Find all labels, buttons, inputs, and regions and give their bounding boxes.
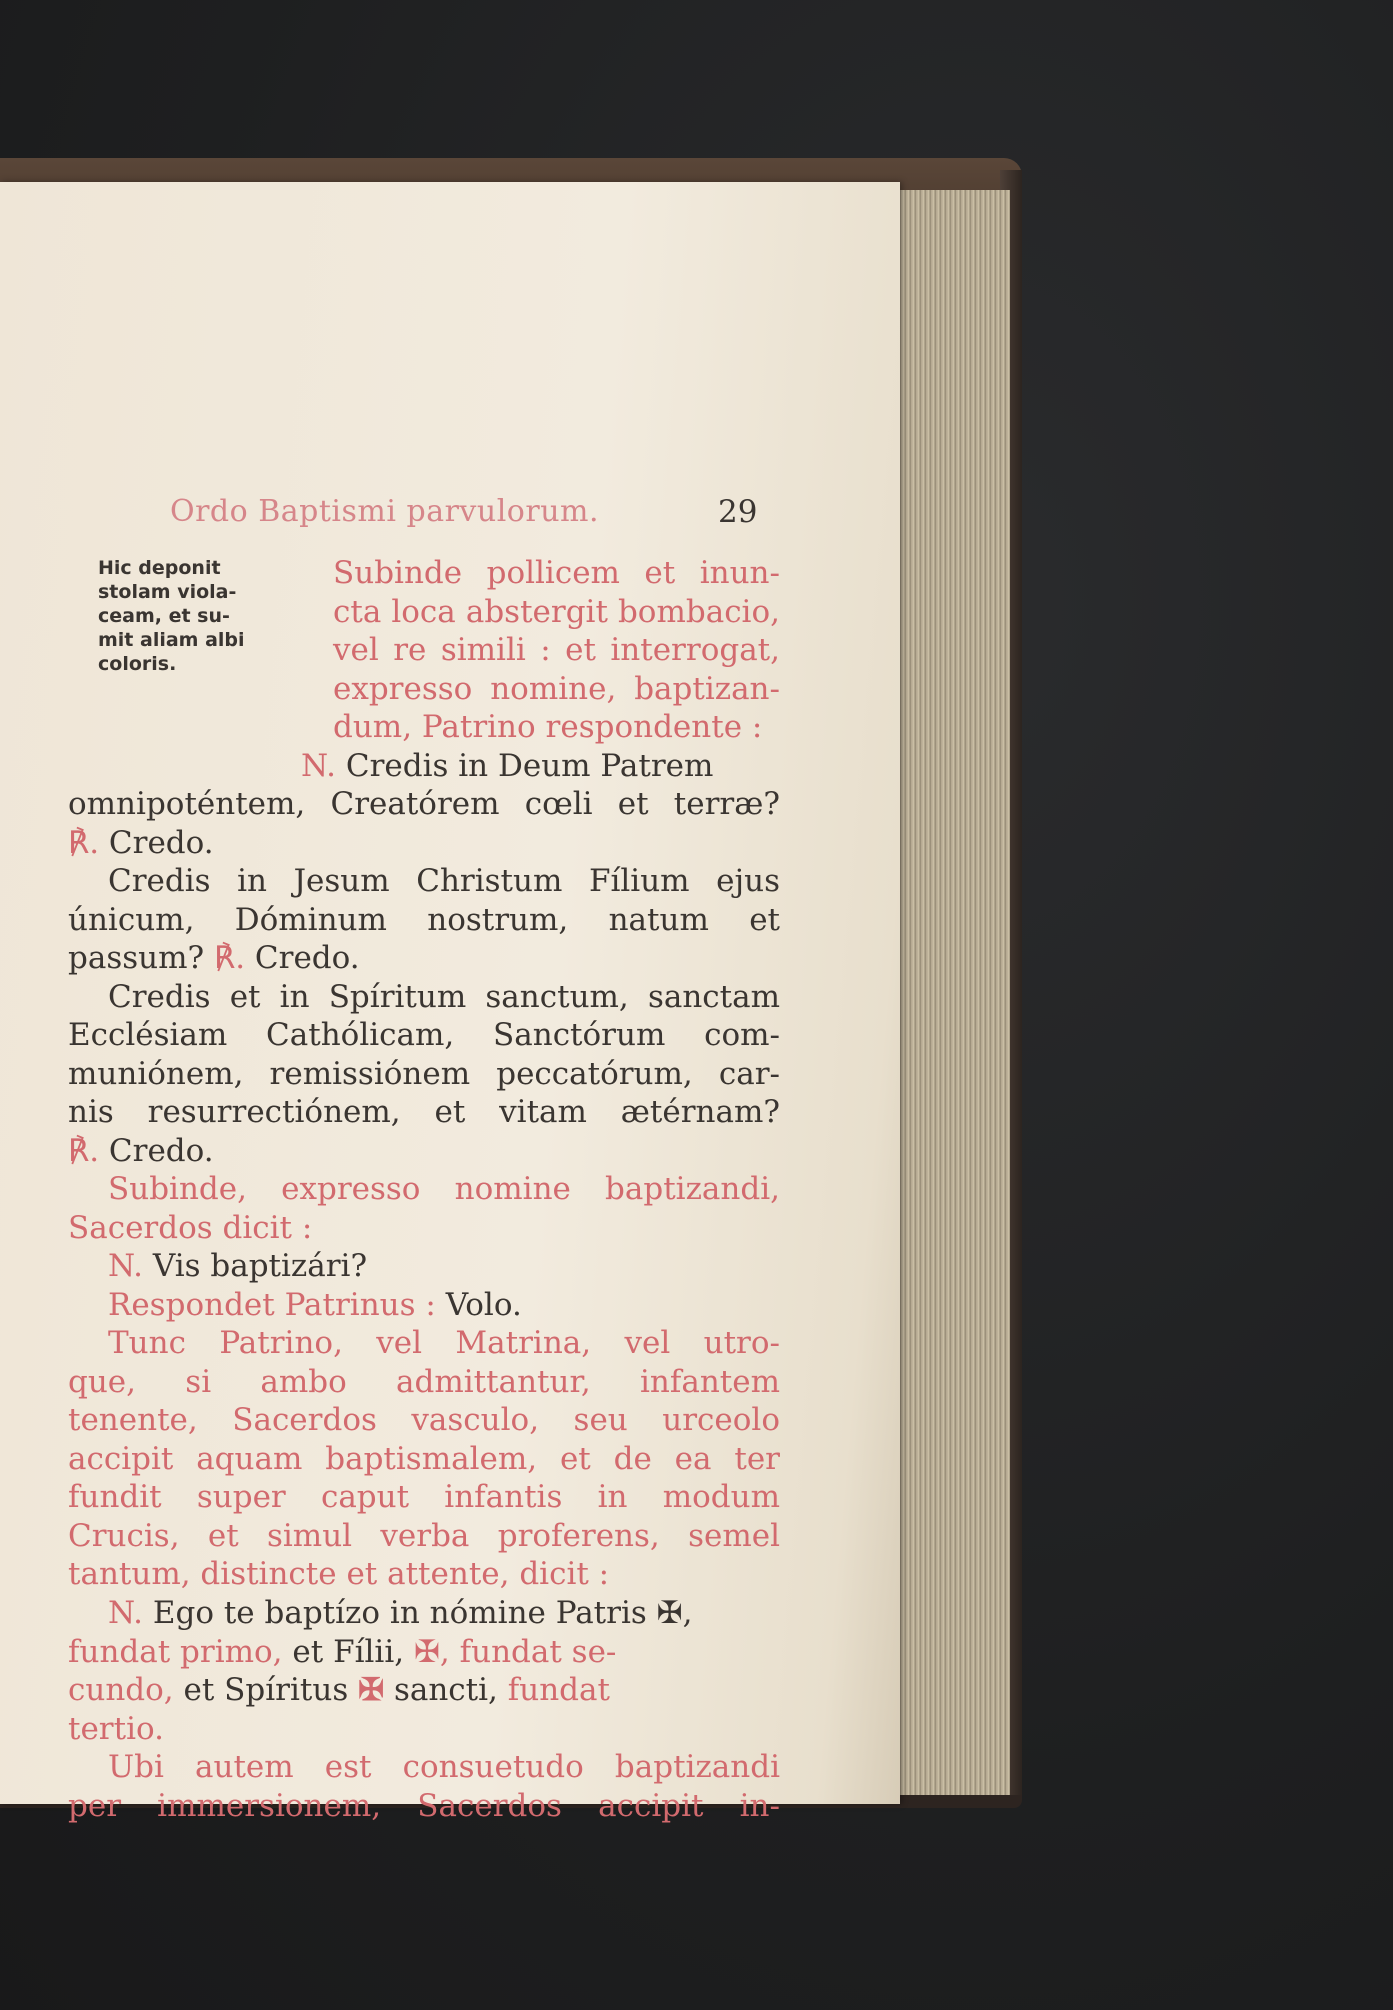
text-line: Ubi autem est consuetudo baptizandi: [108, 1749, 780, 1785]
text-line: muniónem, remissiónem peccatórum, car-: [68, 1055, 780, 1092]
line-text: Respondet Patrinus :: [108, 1286, 436, 1323]
page-number: 29: [718, 494, 758, 530]
text-line: Crucis, et simul verba proferens, semel: [68, 1517, 780, 1554]
text-line: fundit super caput infantis in modum: [68, 1479, 780, 1515]
running-title: Ordo Baptismi parvulorum.: [170, 494, 599, 529]
text-line: tantum, distincte et attente, dicit :: [68, 1556, 610, 1592]
baptism-formula: [68, 1594, 780, 1748]
margin-note-line: mit aliam albi: [98, 629, 245, 651]
response-marker: ℟.: [68, 824, 100, 861]
text-line: Subinde, expresso nomine baptizandi,: [108, 1171, 780, 1207]
line-text: Credis in Deum Patrem: [345, 747, 714, 784]
text-line: per immersionem, Sacerdos accipit in-: [68, 1787, 780, 1824]
line-text: Vis baptizári?: [152, 1248, 368, 1284]
text-line: accipit aquam baptismalem, et de ea ter: [68, 1440, 780, 1477]
text-line: [68, 1247, 780, 1286]
text-line: Tunc Patrino, vel Matrina, vel utro-: [108, 1325, 780, 1361]
text-line: [68, 939, 780, 978]
line-text: Credo.: [108, 824, 214, 861]
margin-note-line: coloris.: [98, 653, 177, 675]
prayer-paragraph: [68, 785, 780, 1170]
response-marker: N.: [108, 1595, 143, 1631]
line-text: Ego te baptízo in nómine Patris ✠,: [152, 1595, 693, 1631]
margin-note-line: Hic deponit: [98, 557, 221, 579]
text-line: cta loca abstergit bombacio,: [333, 593, 780, 630]
text-line: [68, 1633, 780, 1672]
text-line: vel re simili : et interrogat,: [333, 632, 780, 668]
text-line: nis resurrectiónem, et vitam ætérnam?: [68, 1094, 780, 1130]
text-line: Sacerdos dicit :: [68, 1209, 313, 1246]
text-line: Credis in Jesum Christum Fílium ejus: [108, 863, 780, 899]
text-line: [68, 1594, 780, 1633]
text-line: dum, Patrino respondente :: [333, 709, 763, 745]
rubric-fragment: fundat primo,: [68, 1633, 283, 1670]
cross-symbol: ✠: [358, 1672, 385, 1708]
text-line: tenente, Sacerdos vasculo, seu urceolo: [68, 1402, 780, 1438]
book-page: [0, 182, 900, 1824]
margin-note-line: ceam, et su-: [98, 605, 230, 627]
margin-note-line: stolam viola-: [98, 581, 237, 603]
line-text: Volo.: [445, 1286, 522, 1323]
text-line: Ecclésiam Cathólicam, Sanctórum com-: [68, 1017, 780, 1053]
text-line: [68, 1286, 780, 1325]
rubric-paragraph: [301, 554, 780, 785]
text-line: Credis et in Spíritum sanctum, sanctam: [108, 978, 780, 1015]
rubric-fragment: cundo,: [68, 1672, 174, 1708]
rubric-paragraph: [68, 1748, 780, 1825]
response-marker: ℟.: [213, 940, 246, 976]
rubric-paragraph: [68, 1170, 780, 1324]
text-line: [68, 1132, 780, 1171]
text-line: [68, 1671, 780, 1710]
response-marker: N.: [301, 747, 336, 784]
rubric-fragment: fundat: [507, 1672, 610, 1708]
text-line: que, si ambo admittantur, infantem: [68, 1363, 780, 1400]
margin-note: [98, 556, 268, 676]
text-line: [68, 824, 780, 863]
text-line: omnipoténtem, Creatórem cœli et terræ?: [68, 786, 780, 822]
response-marker: ℟.: [68, 1132, 100, 1169]
rubric-paragraph: [68, 1324, 780, 1594]
text-line: expresso nomine, baptizan-: [333, 670, 780, 707]
line-text: Credo.: [254, 940, 360, 976]
response-marker: N.: [108, 1248, 143, 1284]
line-text: passum?: [68, 940, 205, 976]
page-edges: [890, 190, 1010, 1795]
line-text: et Spíritus: [183, 1672, 349, 1708]
line-text: sancti,: [393, 1672, 498, 1708]
line-text: Credo.: [108, 1132, 214, 1169]
line-text: et Fílii,: [292, 1633, 405, 1670]
text-line: [301, 747, 780, 786]
text-line: tertio.: [68, 1710, 164, 1747]
text-line: Subinde pollicem et inun-: [333, 555, 780, 591]
text-line: únicum, Dóminum nostrum, natum et: [68, 901, 780, 938]
rubric-fragment: ✠, fundat se-: [413, 1633, 617, 1670]
